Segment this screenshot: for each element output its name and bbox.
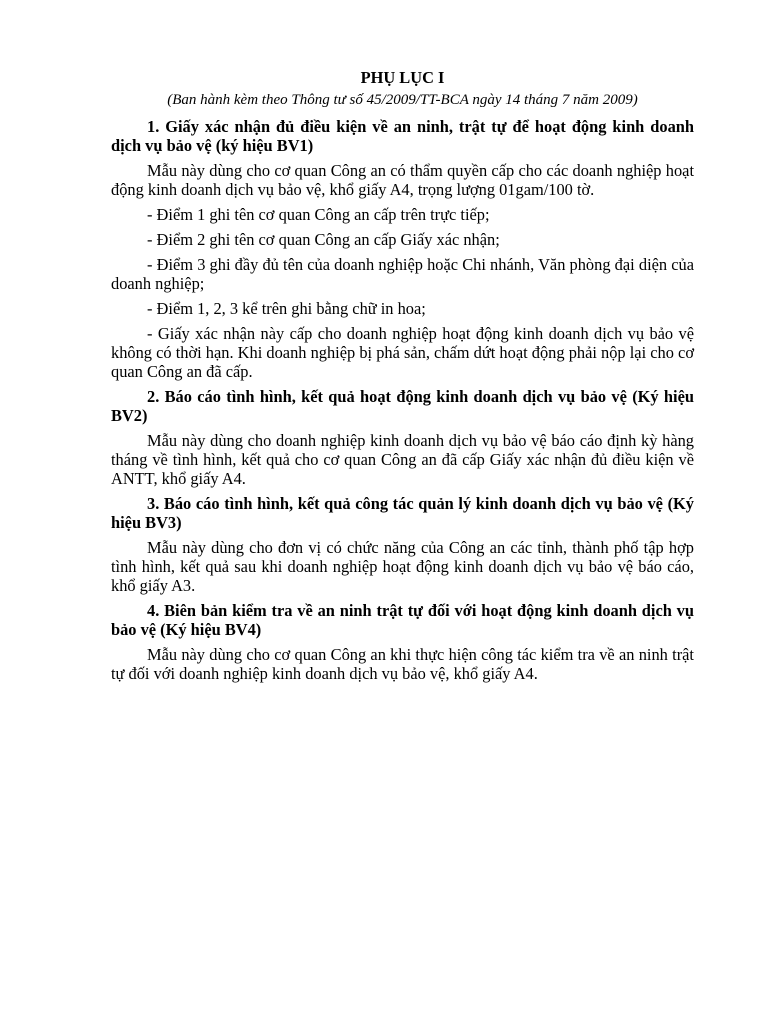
section-paragraph: Mẫu này dùng cho cơ quan Công an khi thực hiện công tác kiểm tra về an ninh trật tự đối với doanh nghiệp kinh doanh dịch vụ bảo vệ, khổ giấy A4. (111, 645, 694, 683)
section-heading: 3. Báo cáo tình hình, kết quả công tác quản lý kinh doanh dịch vụ bảo vệ (Ký hiệu BV3) (111, 494, 694, 532)
section-2 (111, 387, 694, 488)
section-heading: 1. Giấy xác nhận đủ điều kiện về an ninh, trật tự để hoạt động kinh doanh dịch vụ bảo vệ (ký hiệu BV1) (111, 117, 694, 155)
bullet-item: - Điểm 1 ghi tên cơ quan Công an cấp trên trực tiếp; (147, 205, 490, 224)
bullet-item: - Giấy xác nhận này cấp cho doanh nghiệp hoạt động kinh doanh dịch vụ bảo vệ không có thời hạn. Khi doanh nghiệp bị phá sản, chấm dứt hoạt động phải nộp lại cho cơ quan Công an đã cấp. (111, 324, 694, 381)
bullet-item: - Điểm 3 ghi đầy đủ tên của doanh nghiệp hoặc Chi nhánh, Văn phòng đại diện của doanh nghiệp; (111, 255, 694, 293)
document-title: PHỤ LỤC I (360, 68, 445, 87)
section-paragraph: Mẫu này dùng cho đơn vị có chức năng của Công an các tỉnh, thành phố tập hợp tình hình, kết quả sau khi doanh nghiệp hoạt động kinh doanh dịch vụ bảo vệ báo cáo, khổ giấy A3. (111, 538, 694, 595)
section-heading: 4. Biên bản kiểm tra về an ninh trật tự đối với hoạt động kinh doanh dịch vụ bảo vệ (Ký hiệu BV4) (111, 601, 694, 639)
section-4 (111, 601, 694, 683)
document-page (111, 64, 694, 689)
section-paragraph: Mẫu này dùng cho cơ quan Công an có thẩm quyền cấp cho các doanh nghiệp hoạt động kinh doanh dịch vụ bảo vệ, khổ giấy A4, trọng lượng 01gam/100 tờ. (111, 161, 694, 199)
document-subtitle: (Ban hành kèm theo Thông tư số 45/2009/TT-BCA ngày 14 tháng 7 năm 2009) (167, 92, 638, 108)
section-1 (111, 117, 694, 381)
bullet-item: - Điểm 2 ghi tên cơ quan Công an cấp Giấy xác nhận; (147, 230, 500, 249)
section-paragraph: Mẫu này dùng cho doanh nghiệp kinh doanh dịch vụ bảo vệ báo cáo định kỳ hàng tháng về tình hình, kết quả cho cơ quan Công an đã cấp Giấy xác nhận đủ điều kiện về ANTT, khổ giấy A4. (111, 431, 694, 488)
bullet-item: - Điểm 1, 2, 3 kể trên ghi bằng chữ in hoa; (147, 299, 426, 318)
section-heading: 2. Báo cáo tình hình, kết quả hoạt động kinh doanh dịch vụ bảo vệ (Ký hiệu BV2) (111, 387, 694, 425)
section-3 (111, 494, 694, 595)
